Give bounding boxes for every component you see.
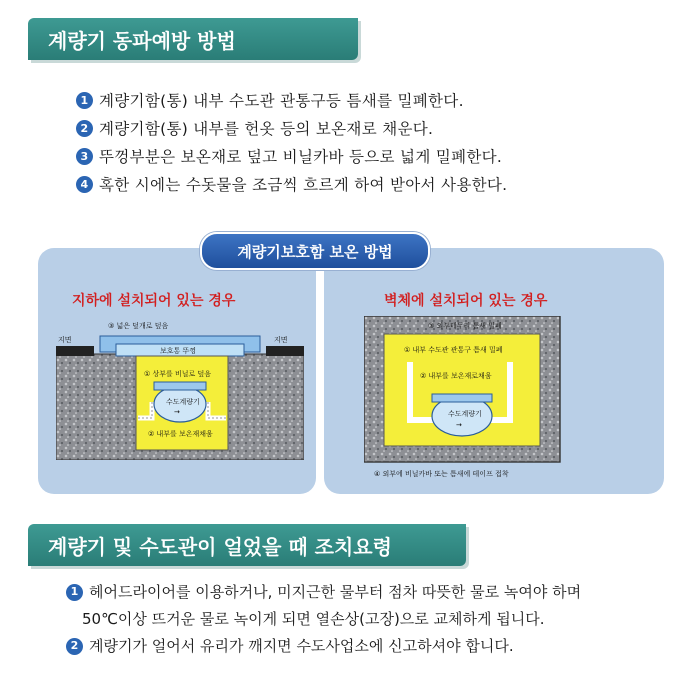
number-badge: 1 [66,584,83,601]
meter-label: 수도계량기 [448,410,482,418]
number-badge: 2 [76,120,93,137]
list-item-text: 헤어드라이어를 이용하거나, 미지근한 물부터 점차 따뜻한 물로 녹여야 하며 [89,583,582,601]
top-cover-label: ① 상부를 비닐로 덮음 [144,370,212,378]
frame-seal-label: ③ 외부테두리 틈새 밀폐 [428,322,502,330]
meter-label: 수도계량기 [166,398,200,406]
list-item [66,632,686,660]
underground-title: 지하에 설치되어 있는 경우 [72,293,236,309]
list-item [76,142,676,170]
meter-arrow: → [456,421,462,429]
list-item-text: 뚜껑부분은 보온재로 덮고 비닐카바 등으로 넓게 밀폐한다. [99,148,503,166]
ground-label-right: 지면 [274,336,288,344]
wide-cover-label: ③ 넓은 덮개로 덮음 [108,322,169,330]
ground-surface-right [266,346,304,356]
insulation-methods-title: 계량기보호함 보온 방법 [200,232,430,270]
fill-label: ② 내부를 보온재로채움 [420,372,492,380]
insulation-methods-panel [38,242,666,498]
pipe-seal-label: ① 내부 수도관 관통구 틈새 밀폐 [404,346,503,354]
underground-panel [38,248,316,494]
fill-label: ② 내부를 보온재채움 [148,430,213,438]
list-item-continuation: 50℃이상 뜨거운 물로 녹이게 되면 열손상(고장)으로 교체하게 됩니다. [82,610,545,628]
wall-title: 벽체에 설치되어 있는 경우 [384,293,548,309]
number-badge: 2 [66,638,83,655]
lid-label: 보호통 뚜껑 [160,347,197,355]
list-item [76,86,676,114]
list-item [66,578,686,606]
number-badge: 1 [76,92,93,109]
number-badge: 3 [76,148,93,165]
underground-diagram [56,310,304,460]
cover-tape-label: ④ 외부에 비닐카바 또는 틈새에 테이프 접착 [374,470,509,478]
list-item [76,170,676,198]
section-title-prevention: 계량기 동파예방 방법 [28,18,358,60]
prevention-list [76,86,676,198]
number-badge: 4 [76,176,93,193]
list-item-text: 계량기함(통) 내부를 헌옷 등의 보온재로 채운다. [99,120,434,138]
list-item-text: 계량기함(통) 내부 수도관 관통구등 틈새를 밀폐한다. [99,92,464,110]
ground-label-left: 지면 [58,336,72,344]
frozen-response-list [66,578,686,660]
list-item-text: 계량기가 얼어서 유리가 깨지면 수도사업소에 신고하셔야 합니다. [89,637,514,655]
wall-panel [324,248,664,494]
list-item [76,114,676,142]
list-item-text: 혹한 시에는 수돗물을 조금씩 흐르게 하여 받아서 사용한다. [99,176,508,194]
meter-arrow: → [174,408,180,416]
ground-surface-left [56,346,94,356]
wall-diagram [364,316,640,484]
section-title-frozen-response: 계량기 및 수도관이 얼었을 때 조치요령 [28,524,466,566]
